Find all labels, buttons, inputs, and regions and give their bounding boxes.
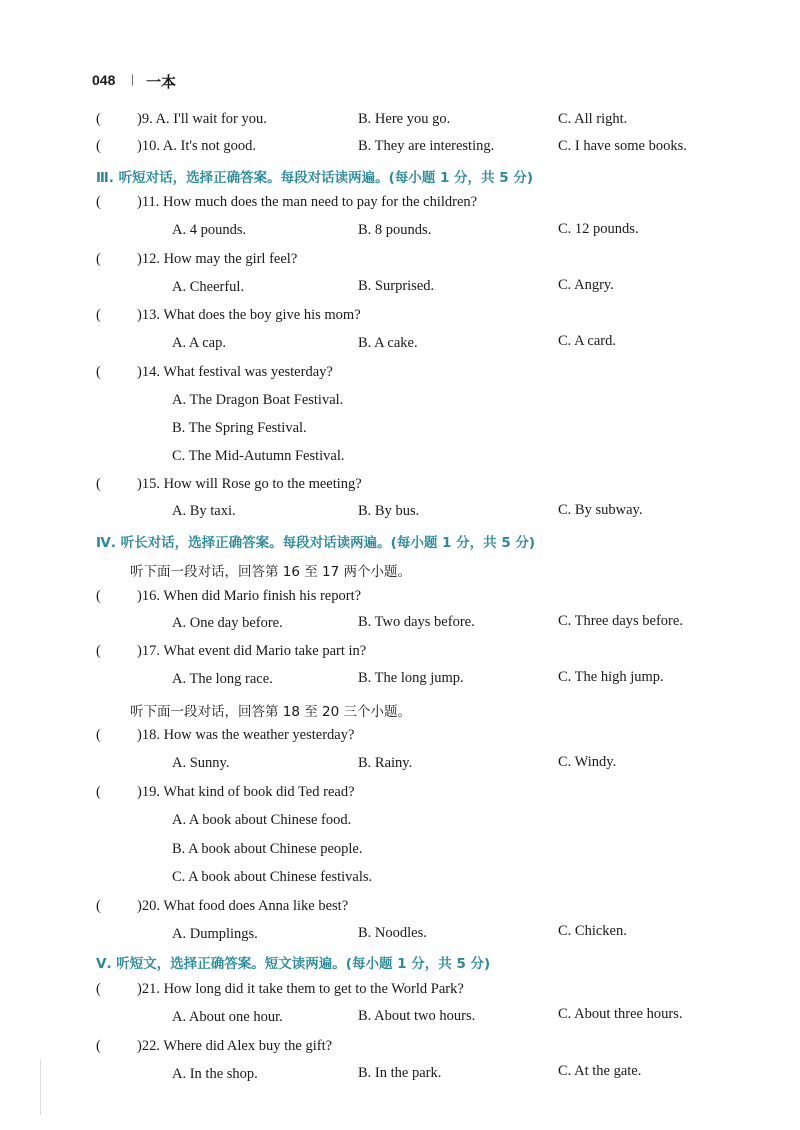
question-10-option-b: B. They are interesting. <box>358 138 495 154</box>
question-11-option-a: A. 4 pounds. <box>172 222 247 238</box>
question-11-option-c: C. 12 pounds. <box>558 221 639 237</box>
answer-paren[interactable]: ( <box>96 643 101 659</box>
question-17-option-a: A. The long race. <box>172 671 273 687</box>
question-17-stem: )17. What event did Mario take part in? <box>137 643 367 659</box>
answer-paren[interactable]: ( <box>96 364 101 380</box>
question-21-option-a: A. About one hour. <box>172 1009 283 1025</box>
question-21-option-b: B. About two hours. <box>358 1008 476 1024</box>
question-12-option-a: A. Cheerful. <box>172 279 245 295</box>
scan-margin-line <box>40 1060 41 1115</box>
answer-paren[interactable]: ( <box>96 476 101 492</box>
answer-paren[interactable]: ( <box>96 981 101 997</box>
question-12-option-c: C. Angry. <box>558 277 614 293</box>
question-14-option-b: B. The Spring Festival. <box>172 420 307 436</box>
section-4-title: Ⅳ. 听长对话，选择正确答案。每段对话读两遍。(每小题 1 分，共 5 分) <box>96 535 536 551</box>
answer-paren[interactable]: ( <box>96 138 101 154</box>
question-18-option-b: B. Rainy. <box>358 755 413 771</box>
question-16-stem: )16. When did Mario finish his report? <box>137 588 362 604</box>
answer-paren[interactable]: ( <box>96 307 101 323</box>
question-19-option-c: C. A book about Chinese festivals. <box>172 869 373 885</box>
section-4-instruction-1: 听下面一段对话，回答第 16 至 17 两个小题。 <box>130 564 412 580</box>
answer-paren[interactable]: ( <box>96 251 101 267</box>
header-brand: 一本 <box>146 74 177 91</box>
question-16-option-a: A. One day before. <box>172 615 283 631</box>
question-19-option-a: A. A book about Chinese food. <box>172 812 352 828</box>
question-19-stem: )19. What kind of book did Ted read? <box>137 784 355 800</box>
question-22-option-a: A. In the shop. <box>172 1066 258 1082</box>
question-20-option-a: A. Dumplings. <box>172 926 258 942</box>
answer-paren[interactable]: ( <box>96 1038 101 1054</box>
question-13-option-b: B. A cake. <box>358 335 418 351</box>
question-22-stem: )22. Where did Alex buy the gift? <box>137 1038 333 1054</box>
question-13-stem: )13. What does the boy give his mom? <box>137 307 361 323</box>
question-9-option-c: C. All right. <box>558 111 628 127</box>
question-10-option-c: C. I have some books. <box>558 138 687 154</box>
question-20-option-b: B. Noodles. <box>358 925 427 941</box>
section-4-instruction-2: 听下面一段对话，回答第 18 至 20 三个小题。 <box>130 704 412 720</box>
question-16-option-c: C. Three days before. <box>558 613 683 629</box>
question-20-stem: )20. What food does Anna like best? <box>137 898 349 914</box>
question-11-option-b: B. 8 pounds. <box>358 222 432 238</box>
header-separator: | <box>131 71 134 86</box>
section-3-title: Ⅲ. 听短对话，选择正确答案。每段对话读两遍。(每小题 1 分，共 5 分) <box>96 170 534 186</box>
answer-paren[interactable]: ( <box>96 194 101 210</box>
question-18-option-a: A. Sunny. <box>172 755 230 771</box>
question-15-option-a: A. By taxi. <box>172 503 236 519</box>
question-18-stem: )18. How was the weather yesterday? <box>137 727 355 743</box>
question-22-option-c: C. At the gate. <box>558 1063 642 1079</box>
answer-paren[interactable]: ( <box>96 784 101 800</box>
question-13-option-a: A. A cap. <box>172 335 226 351</box>
question-10-option-a: )10. A. It's not good. <box>137 138 257 154</box>
answer-paren[interactable]: ( <box>96 588 101 604</box>
answer-paren[interactable]: ( <box>96 727 101 743</box>
question-15-option-b: B. By bus. <box>358 503 420 519</box>
question-15-option-c: C. By subway. <box>558 502 643 518</box>
question-20-option-c: C. Chicken. <box>558 923 627 939</box>
page-number: 048 <box>92 72 116 88</box>
answer-paren[interactable]: ( <box>96 898 101 914</box>
question-19-option-b: B. A book about Chinese people. <box>172 841 363 857</box>
question-17-option-c: C. The high jump. <box>558 669 664 685</box>
answer-paren[interactable]: ( <box>96 111 101 127</box>
question-11-stem: )11. How much does the man need to pay for the children? <box>137 194 478 210</box>
question-22-option-b: B. In the park. <box>358 1065 442 1081</box>
question-14-option-c: C. The Mid-Autumn Festival. <box>172 448 345 464</box>
question-18-option-c: C. Windy. <box>558 754 617 770</box>
question-16-option-b: B. Two days before. <box>358 614 475 630</box>
section-5-title: Ⅴ. 听短文，选择正确答案。短文读两遍。(每小题 1 分，共 5 分) <box>96 956 491 972</box>
question-14-option-a: A. The Dragon Boat Festival. <box>172 392 344 408</box>
question-9-option-b: B. Here you go. <box>358 111 451 127</box>
question-15-stem: )15. How will Rose go to the meeting? <box>137 476 362 492</box>
question-21-option-c: C. About three hours. <box>558 1006 683 1022</box>
question-12-option-b: B. Surprised. <box>358 278 435 294</box>
question-12-stem: )12. How may the girl feel? <box>137 251 298 267</box>
question-14-stem: )14. What festival was yesterday? <box>137 364 333 380</box>
question-17-option-b: B. The long jump. <box>358 670 464 686</box>
question-9-option-a: )9. A. I'll wait for you. <box>137 111 267 127</box>
question-13-option-c: C. A card. <box>558 333 616 349</box>
question-21-stem: )21. How long did it take them to get to the World Park? <box>137 981 464 997</box>
